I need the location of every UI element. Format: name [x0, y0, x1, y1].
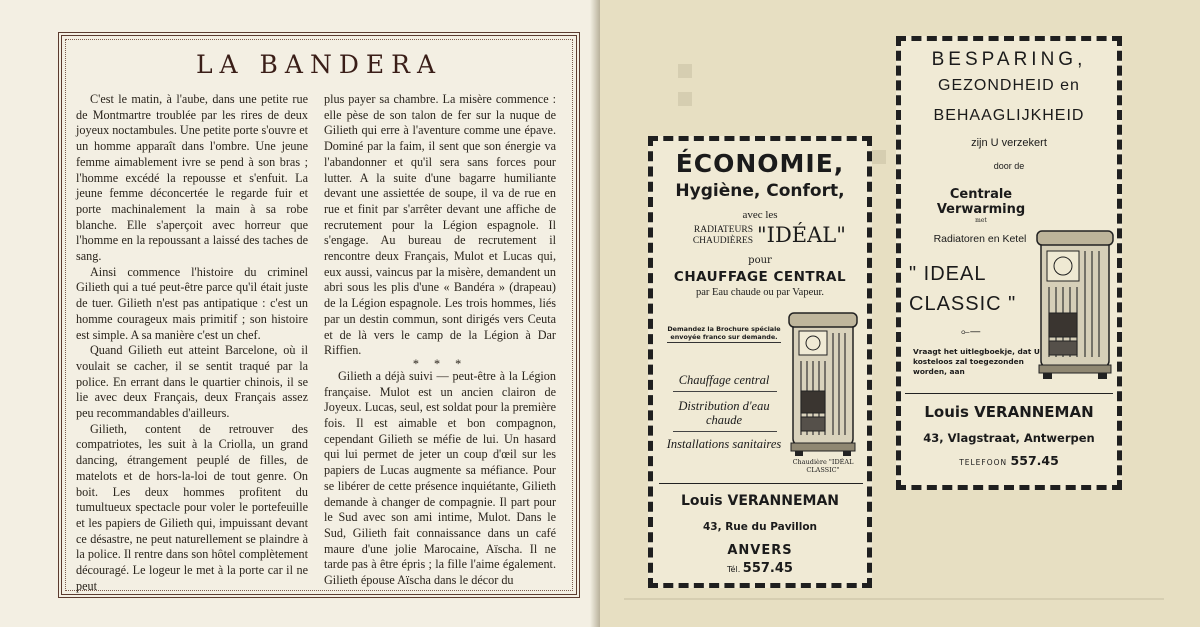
ideal-french-advertisement — [648, 136, 872, 588]
ad-service: Distribution d'eau chaude — [678, 399, 770, 427]
ad-illustration-caption: Chaudière "IDÉAL CLASSIC" — [792, 458, 854, 474]
ad-telephone — [901, 453, 1117, 468]
ad-tel-number: 557.45 — [1010, 453, 1059, 468]
divider — [659, 483, 863, 484]
ad-tel-label: Tél. — [727, 565, 741, 574]
ad-brochure-note: Demandez la Brochure spéciale envoyée franco sur demande. — [667, 325, 781, 341]
ad-chaudieres: CHAUDIÈRES — [692, 236, 753, 246]
ad-headline: ÉCONOMIE, — [675, 149, 845, 178]
arrow-ornament-icon: ⟜— — [961, 325, 981, 338]
article-column-1 — [76, 92, 308, 595]
ad-address: 43, Rue du Pavillon — [702, 521, 818, 533]
ad-subheadline: Hygiène, Confort, — [675, 181, 845, 201]
ad-text: met — [975, 217, 987, 224]
ad-company-name: Louis VERANNEMAN — [680, 493, 839, 509]
ad-address: 43, Vlagstraat, Antwerpen — [923, 431, 1095, 445]
boiler-illustration — [787, 311, 859, 457]
ad-headline: BEHAAGLIJKHEID — [933, 107, 1085, 124]
show-through-mark — [678, 64, 692, 78]
show-through-rule — [624, 598, 1164, 600]
boiler-illustration — [1035, 227, 1115, 383]
ad-service: Chauffage central — [678, 373, 770, 387]
ad-text: zijn U verzekert — [971, 137, 1047, 149]
ad-brand: CLASSIC " — [909, 293, 1017, 315]
article-frame — [58, 32, 580, 598]
paragraph: Gilieth, content de retrouver des compatriotes, les suit à la Criolla, un grand dancing, étrangement peuplé de filles, de matelots et de hors-la-loi de tout genre. On boit. Les deux hommes profitent du tumultueux spectacle pour voler le portefeuille et les papiers de Gilieth qui, impuissant devant ce désastre, ne peut naturellement se plaindre à la police. Il rentre dans son hôtel complètement découragé. Le logeur le met à la porte car il ne peut — [76, 421, 308, 593]
paragraph: plus payer sa chambre. La misère commence : elle pèse de son talon de fer sur la nuque de Gilieth qui erre à l'aventure comme une épave. Dominé par la faim, il sent que son énergie va l'abandonner et qu'il sera sans forces pour lutter. A la suite d'une bagarre humiliante devant une assiettée de soupe, il va de rue en rue et finit par s'arrêter devant une affiche de recrutement pour la Légion espagnole. Il s'engage. Au bureau de recrutement il rencontre deux Français, Mulot et Lucas qui, eux aussi, vaincus par la misère, demandent un abri sous les plis d'une « Bandéra » (drapeau) de la Légion espagnole. Les trois hommes, liés par un destin commun, sont dirigés vers Ceuta et de là vers le camp de la Légion à Dar Riffien. — [324, 92, 556, 358]
right-page — [600, 0, 1200, 627]
ad-city: ANVERS — [727, 543, 793, 558]
ad-service-heading: Centrale Verwarming — [936, 187, 1026, 217]
show-through-mark — [870, 150, 886, 164]
divider — [673, 431, 777, 432]
ad-headline: GEZONDHEID en — [938, 77, 1080, 94]
ad-tel-number: 557.45 — [742, 561, 793, 576]
ad-telephone — [653, 561, 867, 576]
ad-booklet-note: Vraagt het uitlegboekje, dat U kosteloos zal toegezonden worden, aan — [913, 347, 1040, 376]
ad-product-types — [691, 225, 753, 247]
ad-headline: BESPARING, — [931, 49, 1087, 70]
divider — [673, 391, 777, 392]
ad-text: pour — [748, 255, 772, 266]
ad-tel-label: TELEFOON — [959, 458, 1008, 467]
ad-text: Radiatoren en Ketel — [933, 233, 1027, 245]
divider — [905, 393, 1113, 394]
paragraph: Quand Gilieth eut atteint Barcelone, où il voulait se cacher, il se sentit traqué par la police. En errant dans le quartier chinois, il se lie avec deux Français, deux Français assez peu recommandables d'ailleurs. — [76, 343, 308, 421]
ad-radiateurs: RADIATEURS — [693, 225, 753, 235]
ad-brand: "IDÉAL" — [757, 223, 846, 247]
show-through-mark — [678, 92, 692, 106]
section-break: * * * — [412, 356, 468, 371]
ad-service-heading: CHAUFFAGE CENTRAL — [673, 269, 847, 285]
ad-text: par Eau chaude ou par Vapeur. — [695, 287, 825, 298]
ad-company-name: Louis VERANNEMAN — [924, 403, 1094, 421]
ad-brand: " IDEAL — [909, 263, 987, 285]
ad-text: door de — [993, 161, 1025, 171]
article-column-2 — [324, 92, 556, 589]
ideal-dutch-advertisement — [896, 36, 1122, 490]
ad-service: Installations sanitaires — [666, 437, 782, 451]
ad-text: avec les — [742, 209, 778, 221]
paragraph: Gilieth a déjà suivi — peut-être à la Légion française. Mulot est un ancien clairon de Joyeux. Lucas, seul, est soldat pour la première fois. Il est aimable et bon compagnon, cependant Gilieth se méfie de lui. Un hasard qui lui permet de jeter un coup d'œil sur les papiers de Lucas augmente sa méfiance. Pour se libérer de cette présence inquiétante, Gilieth demande à changer de compagnie. Il part pour le Sud avec son ami intime, Mulot. Dans le Sud, Gilieth fait connaissance dans un café maure d'une jolie Marocaine, Aïscha. Il ne tarde pas à être épris ; la fille l'aime également. Gilieth épouse Aïscha dans le décor du — [324, 368, 556, 588]
paragraph: Ainsi commence l'histoire du criminel Gilieth qui a tué peut-être parce qu'il était juste de tuer. Gilieth n'est pas antipatique : c'est un homme courageux mais primitif ; son histoire est simple. A sa manière c'est un chef. — [76, 264, 308, 342]
paragraph: C'est le matin, à l'aube, dans une petite rue de Montmartre troublée par les rires de deux joyeux noctambules. Une petite porte s'ouvre et un homme apparaît dans l'ombre. Une jeune femme aimablement ivre se pend à son bras ; l'homme excédé la repousse et s'enfuit. La jeune femme déconcertée le regarde fuir et porte machinalement la main à sa robe blanche. Elle s'aperçoit avec horreur que l'homme en la repoussant a laissé des taches de sang. — [76, 92, 308, 264]
article-title: LA BANDERA — [195, 50, 443, 79]
